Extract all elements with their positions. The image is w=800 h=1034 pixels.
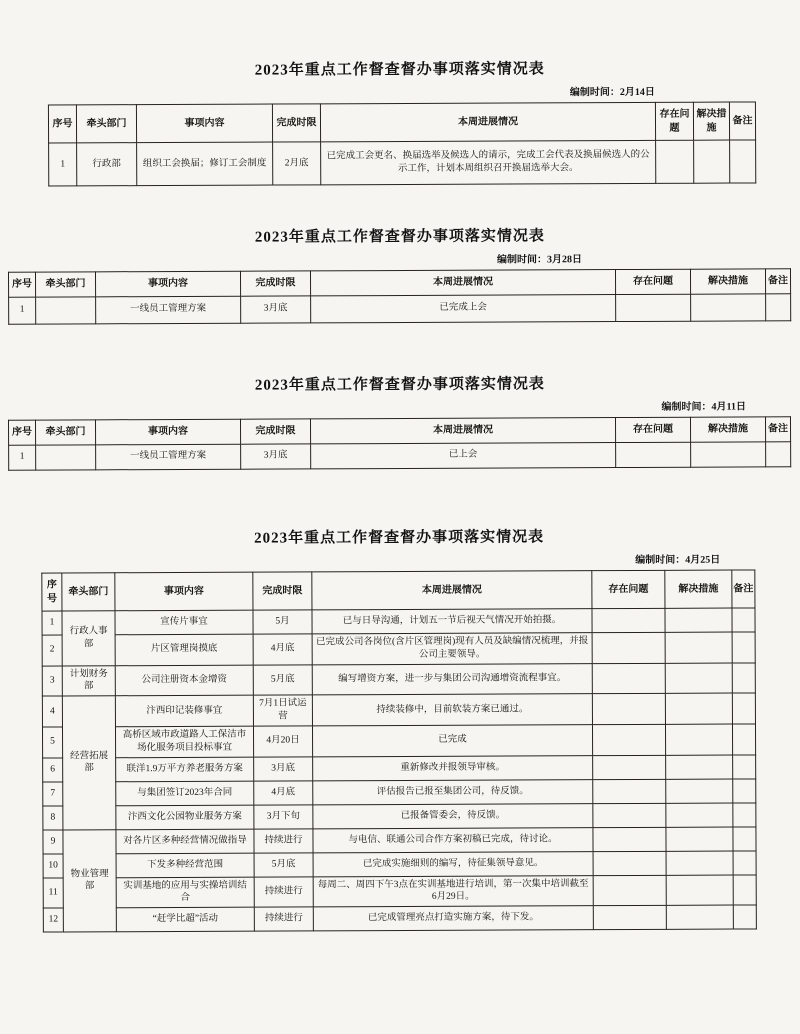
cell-weekly-progress: 已报备管委会，待反馈。 bbox=[313, 803, 593, 828]
column-header: 序号 bbox=[48, 105, 76, 143]
column-header: 序号 bbox=[8, 272, 35, 297]
column-header: 事项内容 bbox=[136, 104, 272, 143]
cell-serial-number: 9 bbox=[43, 829, 63, 853]
column-header: 解决措施 bbox=[690, 416, 765, 441]
column-header: 牵头部门 bbox=[35, 419, 95, 444]
cell-remark bbox=[732, 632, 755, 663]
table-row bbox=[42, 724, 755, 758]
cell-existing-problem bbox=[592, 694, 665, 725]
cell-solution-measure bbox=[666, 827, 733, 851]
cell-remark bbox=[732, 663, 755, 694]
column-header: 备注 bbox=[765, 416, 790, 441]
header-row bbox=[8, 269, 790, 297]
column-header: 序号 bbox=[42, 573, 62, 611]
cell-existing-problem bbox=[593, 779, 666, 803]
cell-remark bbox=[733, 905, 756, 929]
column-header: 本周进展情况 bbox=[310, 270, 615, 296]
cell-deadline: 5月 bbox=[253, 610, 312, 634]
cell-remark bbox=[766, 441, 791, 466]
cell-existing-problem bbox=[593, 755, 666, 779]
cell-weekly-progress: 重新修改并报领导审核。 bbox=[313, 755, 593, 780]
cell-solution-measure bbox=[665, 632, 732, 663]
cell-serial-number: 6 bbox=[43, 757, 63, 781]
cell-remark bbox=[730, 140, 756, 183]
report-sheet-apr11 bbox=[0, 371, 800, 470]
table-row bbox=[43, 826, 756, 853]
cell-solution-measure bbox=[666, 875, 733, 906]
cell-serial-number: 2 bbox=[42, 635, 62, 666]
cell-solution-measure bbox=[665, 608, 732, 632]
report-sheet-feb14 bbox=[0, 56, 800, 186]
cell-solution-measure bbox=[665, 693, 732, 724]
cell-deadline: 2月底 bbox=[273, 142, 321, 185]
cell-deadline: 3月下旬 bbox=[254, 804, 313, 828]
cell-remark bbox=[766, 293, 791, 320]
status-table bbox=[8, 416, 791, 470]
cell-deadline: 4月底 bbox=[253, 634, 312, 665]
cell-deadline: 5月底 bbox=[253, 665, 312, 696]
scanned-document-page bbox=[0, 58, 800, 1034]
cell-lead-department bbox=[36, 296, 96, 323]
column-header: 完成时限 bbox=[272, 104, 320, 142]
cell-deadline: 4月底 bbox=[254, 780, 313, 804]
status-table bbox=[41, 569, 757, 932]
column-header: 备注 bbox=[765, 269, 790, 294]
table-row bbox=[42, 608, 755, 635]
cell-serial-number: 5 bbox=[42, 727, 62, 758]
column-header: 存在问题 bbox=[592, 570, 665, 608]
cell-serial-number: 8 bbox=[43, 805, 63, 829]
column-header: 解决措施 bbox=[665, 570, 732, 608]
cell-solution-measure bbox=[666, 779, 733, 803]
cell-deadline: 3月底 bbox=[241, 443, 311, 468]
cell-weekly-progress: 评估报告已报至集团公司，待反馈。 bbox=[313, 779, 593, 804]
cell-weekly-progress: 与电信、联通公司合作方案初稿已完成，待讨论。 bbox=[313, 827, 593, 852]
cell-item-content: 对各片区多种经营情况做指导 bbox=[116, 829, 254, 854]
cell-solution-measure bbox=[665, 663, 732, 694]
table-row bbox=[9, 441, 791, 469]
cell-weekly-progress: 持续装修中，目前软装方案已通过。 bbox=[312, 694, 592, 726]
cell-item-content: 一线员工管理方案 bbox=[96, 296, 241, 324]
cell-deadline: 7月1日试运营 bbox=[253, 695, 312, 726]
cell-lead-department: 经营拓展部 bbox=[62, 696, 116, 829]
column-header: 存在问题 bbox=[615, 417, 690, 442]
cell-item-content: 汴西文化公园物业服务方案 bbox=[116, 805, 254, 830]
table-row bbox=[42, 632, 755, 666]
cell-weekly-progress: 已完成上会 bbox=[311, 294, 616, 322]
cell-serial-number: 4 bbox=[42, 696, 62, 727]
table-row bbox=[43, 850, 756, 877]
cell-remark bbox=[733, 850, 756, 874]
table-row bbox=[43, 778, 756, 805]
cell-item-content: 下发多种经营范围 bbox=[116, 853, 254, 878]
cell-existing-problem bbox=[592, 724, 665, 755]
table-row bbox=[49, 140, 756, 186]
column-header: 本周进展情况 bbox=[312, 571, 592, 610]
cell-solution-measure bbox=[691, 293, 766, 320]
cell-deadline: 5月底 bbox=[254, 852, 313, 876]
cell-existing-problem bbox=[592, 632, 665, 663]
cell-deadline: 4月20日 bbox=[253, 726, 312, 757]
cell-item-content: 联洋1.9万平方养老服务方案 bbox=[116, 757, 254, 782]
compile-date: 编制时间：4月11日 bbox=[661, 400, 746, 413]
cell-remark bbox=[733, 826, 756, 850]
column-header: 本周进展情况 bbox=[320, 102, 655, 141]
sheet-title: 2023年重点工作督查督办事项落实情况表 bbox=[254, 228, 545, 246]
header-row bbox=[8, 416, 790, 444]
cell-serial-number: 1 bbox=[49, 143, 77, 186]
cell-lead-department bbox=[36, 444, 96, 469]
cell-weekly-progress: 编写增资方案，进一步与集团公司沟通增资流程事宜。 bbox=[312, 663, 592, 695]
column-header: 事项内容 bbox=[115, 572, 253, 611]
cell-item-content: “赶学比超”活动 bbox=[116, 907, 254, 932]
cell-solution-measure bbox=[665, 724, 732, 755]
cell-serial-number: 10 bbox=[43, 853, 63, 877]
column-header: 完成时限 bbox=[240, 418, 310, 443]
column-header: 事项内容 bbox=[95, 271, 240, 296]
cell-item-content: 一线员工管理方案 bbox=[96, 443, 241, 469]
cell-remark bbox=[733, 754, 756, 778]
cell-serial-number: 1 bbox=[9, 297, 36, 324]
cell-lead-department: 行政人事部 bbox=[62, 611, 115, 666]
cell-existing-problem bbox=[593, 803, 666, 827]
cell-weekly-progress: 已完成实施细则的编写，待征集领导意见。 bbox=[313, 851, 593, 876]
cell-weekly-progress: 已完成工会更名、换届选举及候选人的请示，完成工会代表及换届候选人的公示工作，计划本周组织召开换届选举大会。 bbox=[321, 140, 656, 184]
cell-weekly-progress: 已完成公司各岗位(含片区管理岗)现有人员及缺编情况梳理，并报公司主要领导。 bbox=[312, 633, 592, 665]
column-header: 牵头部门 bbox=[35, 272, 95, 297]
cell-lead-department: 行政部 bbox=[77, 143, 137, 186]
cell-deadline: 持续进行 bbox=[254, 828, 313, 852]
cell-lead-department: 物业管理部 bbox=[63, 829, 116, 932]
cell-serial-number: 1 bbox=[9, 444, 36, 469]
compile-date: 编制时间：3月28日 bbox=[496, 254, 582, 266]
cell-solution-measure bbox=[666, 851, 733, 875]
cell-existing-problem bbox=[616, 441, 691, 466]
status-table bbox=[48, 101, 756, 186]
cell-existing-problem bbox=[593, 875, 666, 906]
cell-serial-number: 11 bbox=[43, 877, 63, 908]
report-sheet-mar28 bbox=[0, 223, 800, 324]
cell-remark bbox=[733, 802, 756, 826]
cell-serial-number: 12 bbox=[43, 908, 63, 932]
table-row bbox=[42, 693, 755, 727]
cell-weekly-progress: 已上会 bbox=[311, 442, 616, 468]
report-sheet-apr25 bbox=[0, 524, 800, 933]
cell-solution-measure bbox=[666, 803, 733, 827]
column-header: 完成时限 bbox=[253, 572, 312, 610]
column-header: 存在问题 bbox=[615, 269, 690, 294]
header-row bbox=[42, 570, 755, 611]
column-header: 存在问题 bbox=[655, 102, 693, 140]
cell-item-content: 高桥区域市政道路人工保洁市场化服务项目投标事宜 bbox=[115, 726, 253, 757]
column-header: 备注 bbox=[729, 102, 755, 140]
table-row bbox=[42, 663, 755, 697]
cell-remark bbox=[732, 724, 755, 755]
cell-existing-problem bbox=[593, 905, 666, 929]
cell-lead-department: 计划财务部 bbox=[62, 665, 115, 696]
table-row bbox=[43, 874, 756, 908]
cell-existing-problem bbox=[592, 608, 665, 632]
cell-deadline: 3月底 bbox=[241, 295, 311, 322]
cell-weekly-progress: 已完成管理亮点打造实施方案，待下发。 bbox=[313, 906, 593, 931]
cell-item-content: 宣传片事宜 bbox=[115, 610, 253, 635]
compile-date: 编制时间：4月25日 bbox=[635, 554, 721, 566]
cell-weekly-progress: 每周二、周四下午3点在实训基地进行培训，第一次集中培训截至6月29日。 bbox=[313, 875, 593, 907]
column-header: 牵头部门 bbox=[76, 105, 136, 143]
cell-item-content: 实训基地的应用与实操培训结合 bbox=[116, 877, 254, 908]
cell-remark bbox=[733, 874, 756, 905]
cell-solution-measure bbox=[694, 140, 730, 183]
cell-deadline: 持续进行 bbox=[254, 876, 313, 907]
cell-deadline: 持续进行 bbox=[254, 907, 313, 931]
cell-existing-problem bbox=[656, 140, 694, 183]
column-header: 事项内容 bbox=[95, 419, 240, 444]
cell-solution-measure bbox=[666, 905, 733, 929]
cell-item-content: 公司注册资本金增资 bbox=[115, 665, 253, 696]
column-header: 序号 bbox=[8, 420, 35, 445]
sheet-title: 2023年重点工作督查督办事项落实情况表 bbox=[254, 375, 545, 394]
cell-serial-number: 3 bbox=[42, 666, 62, 697]
table-row bbox=[43, 754, 756, 781]
cell-solution-measure bbox=[691, 441, 766, 466]
table-row bbox=[9, 293, 791, 323]
status-table bbox=[8, 268, 791, 324]
column-header: 牵头部门 bbox=[62, 573, 115, 611]
cell-existing-problem bbox=[616, 294, 691, 321]
column-header: 备注 bbox=[732, 570, 755, 608]
cell-remark bbox=[733, 778, 756, 802]
cell-deadline: 3月底 bbox=[254, 756, 313, 780]
table-row bbox=[43, 802, 756, 829]
cell-existing-problem bbox=[593, 851, 666, 875]
cell-serial-number: 7 bbox=[43, 781, 63, 805]
cell-remark bbox=[732, 608, 755, 632]
cell-solution-measure bbox=[666, 755, 733, 779]
cell-existing-problem bbox=[593, 827, 666, 851]
cell-serial-number: 1 bbox=[42, 611, 62, 635]
sheet-title: 2023年重点工作督查督办事项落实情况表 bbox=[254, 61, 545, 79]
cell-item-content: 片区管理岗摸底 bbox=[115, 634, 253, 665]
cell-item-content: 与集团签订2023年合同 bbox=[116, 781, 254, 806]
cell-weekly-progress: 已与日导沟通，计划五一节后视天气情况开始拍摄。 bbox=[312, 609, 592, 634]
header-row bbox=[48, 102, 755, 143]
sheet-title: 2023年重点工作督查督办事项落实情况表 bbox=[254, 529, 545, 547]
column-header: 解决措施 bbox=[693, 102, 729, 140]
column-header: 解决措施 bbox=[690, 269, 765, 294]
cell-remark bbox=[732, 693, 755, 724]
cell-item-content: 汴西印记装修事宜 bbox=[115, 695, 253, 726]
column-header: 本周进展情况 bbox=[310, 417, 615, 443]
compile-date: 编制时间：2月14日 bbox=[569, 86, 655, 99]
cell-item-content: 组织工会换届；修订工会制度 bbox=[137, 142, 273, 186]
cell-existing-problem bbox=[592, 663, 665, 694]
column-header: 完成时限 bbox=[240, 271, 310, 296]
cell-weekly-progress: 已完成 bbox=[312, 725, 592, 757]
table-row bbox=[43, 905, 756, 932]
